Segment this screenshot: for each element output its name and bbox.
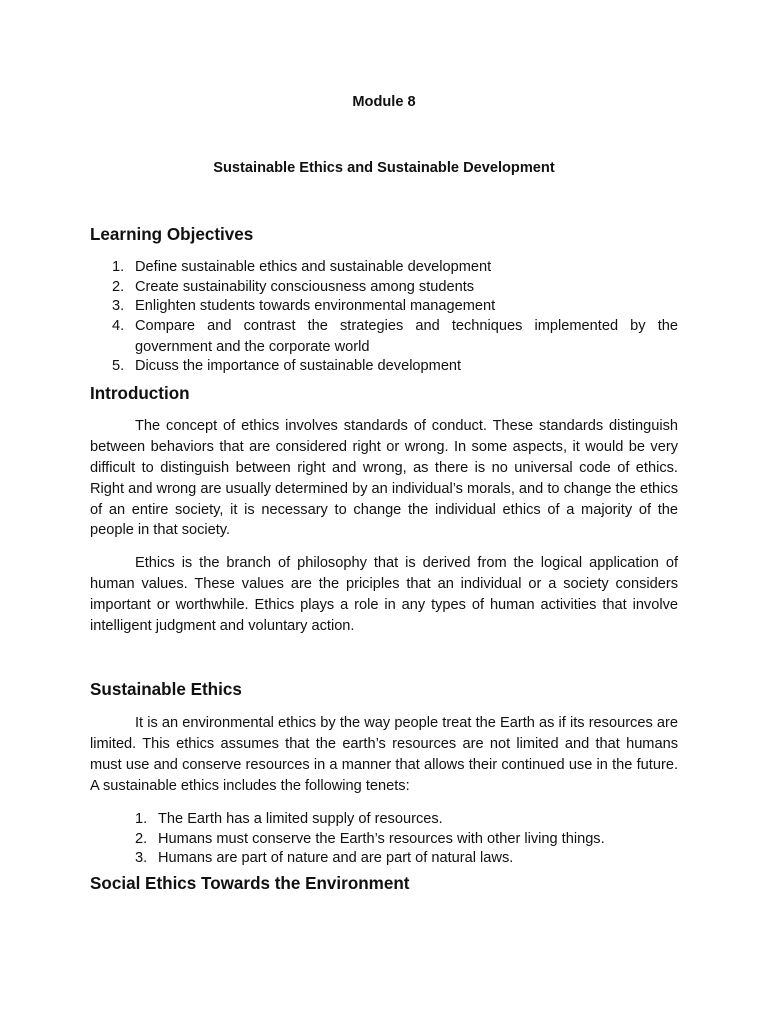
social-ethics-heading: Social Ethics Towards the Environment [90, 873, 410, 893]
objective-text: Compare and contrast the strategies and techniques implemented by the government and the corporate world [135, 317, 678, 355]
list-number: 3. [112, 298, 125, 315]
list-number: 5. [112, 358, 125, 375]
objective-text: Enlighten students towards environmental management [135, 298, 496, 315]
objective-item [90, 277, 678, 298]
tenet-item [90, 848, 678, 869]
tenet-text: The Earth has a limited supply of resources. [158, 811, 443, 828]
introduction-heading: Introduction [90, 383, 190, 403]
objective-text: Dicuss the importance of sustainable development [135, 358, 462, 375]
objective-text: Define sustainable ethics and sustainable development [135, 259, 492, 276]
list-number: 4. [112, 317, 125, 334]
list-number: 1. [135, 811, 148, 828]
tenets-list [90, 809, 678, 869]
module-label: Module 8 [352, 94, 416, 110]
tenet-text: Humans are part of nature and are part of natural laws. [158, 850, 514, 867]
tenet-item [90, 809, 678, 830]
sustainable-ethics-heading: Sustainable Ethics [90, 680, 242, 700]
list-number: 2. [135, 830, 148, 847]
introduction-paragraph: Ethics is the branch of philosophy that is derived from the logical application of human values. These values are the priciples that an individual or a society considers important or worthwhile. Ethics plays a role in any types of human activities that involve intelligent judgment and voluntary action. [90, 555, 678, 634]
introduction-paragraph: The concept of ethics involves standards of conduct. These standards distinguish between behaviors that are considered right or wrong. In some aspects, it would be very difficult to distinguish between right and wrong, as there is no universal code of ethics. Right and wrong are usually determined by an individual’s morals, and to change the ethics of an entire society, it is necessary to change the individual ethics of a majority of the people in that society. [90, 418, 678, 539]
objective-item [90, 316, 678, 358]
list-number: 2. [112, 278, 125, 295]
learning-objectives-list [90, 257, 678, 377]
list-number: 1. [112, 259, 125, 276]
list-number: 3. [135, 850, 148, 867]
document-title: Sustainable Ethics and Sustainable Development [213, 159, 555, 176]
learning-objectives-heading: Learning Objectives [90, 224, 254, 244]
objective-item [90, 296, 678, 317]
objective-item [90, 356, 678, 377]
tenet-item [90, 829, 678, 850]
tenet-text: Humans must conserve the Earth’s resources with other living things. [158, 830, 605, 847]
objective-text: Create sustainability consciousness among students [135, 278, 475, 295]
sustainable-ethics-paragraph: It is an environmental ethics by the way people treat the Earth as if its resources are limited. This ethics assumes that the earth’s resources are not limited and that humans must use and conserve resources in a manner that allows their continued use in the future. A sustainable ethics includes the following tenets: [90, 715, 678, 794]
objective-item [90, 257, 678, 278]
